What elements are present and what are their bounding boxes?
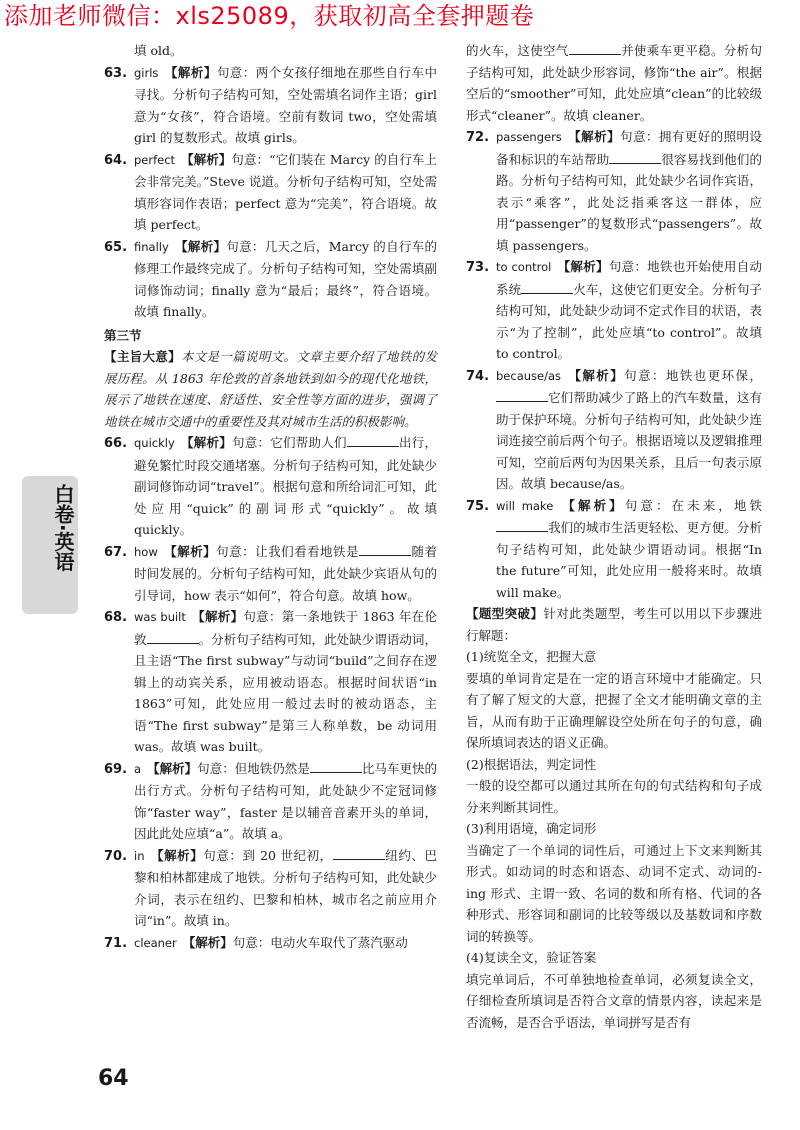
answer-item <box>104 236 437 323</box>
analysis-tag: 【解析】 <box>567 129 621 144</box>
item-number: 67. <box>104 544 128 560</box>
promo-banner <box>0 0 800 36</box>
answer-item <box>104 845 437 932</box>
item-number: 64. <box>104 152 128 168</box>
step-body: 填完单词后，不可单独地检查单词，必须复读全文，仔细检查所填词是否符合文章的情景内容，读起来是否流畅，是否合乎语法，单词拼写是否有 <box>466 971 762 1030</box>
answer-item <box>104 606 437 758</box>
section-title: 第三节 <box>104 327 142 343</box>
step-body: 当确定了一个单词的词性后，可通过上下文来判断其形式。如动词的时态和语态、动词不定式、动词的-ing 形式、主谓一致、名词的数和所有格、代词的各种形式、形容词和副词的比较等级以及基数词和序数词的转换等。 <box>466 842 762 944</box>
answer-item <box>466 365 762 495</box>
step-title: (1)统览全文，把握大意 <box>466 649 597 664</box>
analysis-text-cont: 纽约、巴黎和柏林都建成了地铁。分析句子结构可知，此处缺少介词，表示在纽约、巴黎和柏林，城市名之前应用介词“in”。故填 in。 <box>134 847 437 928</box>
step-body: 要填的单词肯定是在一定的语言环境中才能确定。只有了解了短文的大意，把握了全文才能明确文章的主旨，从而有助于正确理解设空处所在句子的句意，确保所填词表达的语义正确。 <box>466 670 762 750</box>
analysis-tag: 【解析】 <box>557 259 609 274</box>
left-column <box>104 40 437 954</box>
item-number: 75. <box>466 498 490 514</box>
analysis-text-cont: 它们帮助减少了路上的汽车数量，这有助于保护环境。分析句子结构可知，此处缺少连词连接空前后两个句子。根据语境以及逻辑推理可知，空前后两句为因果关系，且后一句表示原因。故填 because/as。 <box>496 390 762 491</box>
item-answer: was built <box>134 610 186 624</box>
analysis-text: 句意：在未来，地铁 <box>624 497 762 513</box>
analysis-text: 句意：几天之后，Marcy 的自行车的修理工作最终完成了。分析句子结构可知，空处需填副词修饰动词；finally 意为“最后；最终”，符合语境。故填 finally。 <box>134 238 437 319</box>
continued-text: 填 old。 <box>134 43 183 58</box>
analysis-text-cont: 很容易找到他们的路。分析句子结构可知，此处缺少名词作宾语，表示“乘客”，此处泛指乘客这一群体，应用“passenger”的复数形式“passengers”。故填 passengers。 <box>496 151 762 253</box>
tip-tag: 【题型突破】 <box>466 606 544 621</box>
answer-list-a <box>104 62 437 323</box>
step-title: (4)复读全文，验证答案 <box>466 950 597 965</box>
answer-list-right <box>466 126 762 603</box>
tip-intro: 针对此类题型，考生可以用以下步骤进行解题： <box>466 606 762 643</box>
analysis-tag: 【解析】 <box>559 497 625 513</box>
tip-paragraph <box>466 603 762 646</box>
item-answer: a <box>134 761 142 776</box>
continued-item-71 <box>466 40 762 126</box>
analysis-tag: 【解析】 <box>180 435 233 450</box>
analysis-text-cont: 我们的城市生活更轻松、更方便。分析句子结构可知，此处缺少谓语动词。根据“In the future”可知，此处应用一般将来时。故填 will make。 <box>496 520 762 600</box>
analysis-text: 句意：它们帮助人们 <box>232 435 347 450</box>
analysis-tag: 【解析】 <box>150 847 204 863</box>
item-number: 63. <box>104 65 128 81</box>
analysis-text: 句意：电动火车取代了蒸汽驱动 <box>232 934 408 950</box>
answer-blank <box>347 434 399 447</box>
answer-item <box>104 149 437 236</box>
answer-blank <box>359 543 411 556</box>
summary-tag: 【主旨大意】 <box>104 349 181 364</box>
item-number: 71. <box>104 935 128 951</box>
analysis-tag: 【解析】 <box>147 760 198 776</box>
analysis-text: 句意：拥有更好的照明设备和标识的车站帮助 <box>496 129 762 167</box>
answer-blank <box>496 519 548 532</box>
answer-blank <box>569 42 621 55</box>
item-answer: cleaner <box>134 935 177 950</box>
step-title: (3)利用语境，确定词形 <box>466 821 597 836</box>
answer-blank <box>147 631 199 644</box>
summary-text: 本文是一篇说明文。文章主要介绍了地铁的发展历程。从 1863 年伦敦的首条地铁到如今的现代化地铁，展示了地铁在速度、舒适性、安全性等方面的进步，强调了地铁在城市交通中的重要性及其对城市生活的积极影响。 <box>104 349 437 429</box>
continued-post: 并使乘车更平稳。分析句子结构可知，此处缺少形容词，修饰“the air”。根据空后的“smoother”可知，此处应填“clean”的比较级形式“cleaner”。故填 cleaner。 <box>466 43 762 123</box>
tip-steps <box>466 646 762 1033</box>
answer-item <box>466 495 762 604</box>
page-number: 64 <box>98 1066 129 1091</box>
analysis-text: 句意：但地铁仍然是 <box>197 760 310 776</box>
item-number: 68. <box>104 610 128 625</box>
promo-banner-text: 添加老师微信：xls25089，获取初高全套押题卷 <box>4 2 535 30</box>
item-answer: perfect <box>134 152 176 167</box>
item-number: 65. <box>104 239 128 255</box>
item-answer: will make <box>496 498 554 513</box>
item-answer: to control <box>496 260 552 274</box>
analysis-tag: 【解析】 <box>182 934 233 950</box>
item-number: 70. <box>104 848 128 864</box>
analysis-text-cont: 。分析句子结构可知，此处缺少谓语动词，且主语“The first subway”与动词“build”之间存在逻辑上的动宾关系，应用被动语态。根据时间状语“in 1863”可知，此处应用一般过去时的被动语态，主语“The first subway”是第三人称单数，be 动词用 was。故填 was built。 <box>134 631 437 754</box>
analysis-text-cont: 比马车更快的出行方式。分析句子结构可知，此处缺少不定冠词修饰“faster way”，faster 是以辅音音素开头的单词，因此此处应填“a”。故填 a。 <box>134 760 437 841</box>
item-number: 73. <box>466 260 490 275</box>
item-answer: girls <box>134 65 159 80</box>
answer-item <box>104 758 437 845</box>
answer-blank <box>333 847 385 860</box>
analysis-text: 句意：地铁也开始使用自动系统 <box>496 259 762 297</box>
analysis-tag: 【解析】 <box>164 64 217 80</box>
subject-side-tab <box>22 476 78 614</box>
item-number: 69. <box>104 761 128 777</box>
continued-pre: 的火车，这使空气 <box>466 43 569 58</box>
right-column <box>466 40 762 1033</box>
answer-item <box>466 126 762 256</box>
analysis-tag: 【解析】 <box>174 238 227 254</box>
item-answer: because/as <box>496 368 562 383</box>
answer-blank <box>310 760 362 773</box>
summary-paragraph <box>104 346 437 432</box>
analysis-text: 句意：两个女孩仔细地在那些自行车中寻找。分析句子结构可知，空处需填名词作主语；girl 意为“女孩”，符合语境。空前有数词 two，空处需填 girl 的复数形式。故填 girls。 <box>134 64 437 145</box>
analysis-tag: 【解析】 <box>181 151 232 167</box>
answer-item <box>104 541 437 607</box>
item-number: 72. <box>466 130 490 145</box>
answer-blank <box>521 281 573 294</box>
step-title: (2)根据语法，判定词性 <box>466 756 597 772</box>
item-number: 74. <box>466 368 490 384</box>
analysis-text: 句意：地铁也更环保， <box>624 367 762 383</box>
analysis-tag: 【解析】 <box>191 609 244 624</box>
answer-blank <box>496 389 548 402</box>
analysis-text: 句意：到 20 世纪初， <box>203 847 333 863</box>
analysis-text: 句意：让我们看看地铁是 <box>216 543 360 559</box>
analysis-text: 句意：“它们装在 Marcy 的自行车上会非常完美。”Steve 说道。分析句子结构可知，空处需填形容词作表语；perfect 意为“完美”，符合语境。故填 perfect。 <box>134 151 437 232</box>
analysis-text-cont: 火车，这使它们更安全。分析句子结构可知，此处缺少动词不定式作目的状语，表示“为了控制”，此处应填“to control”。故填 to control。 <box>496 281 762 361</box>
analysis-text: 句意：第一条地铁于 1863 年在伦敦 <box>134 609 437 647</box>
analysis-tag: 【解析】 <box>567 367 625 383</box>
answer-blank <box>609 151 661 164</box>
analysis-tag: 【解析】 <box>163 543 217 559</box>
answer-item <box>104 62 437 149</box>
answer-list-b <box>104 432 437 954</box>
item-answer: passengers <box>496 130 562 144</box>
item-answer: quickly <box>134 436 175 450</box>
answer-item <box>466 256 762 365</box>
item-number: 66. <box>104 436 128 451</box>
subject-side-tab-label: 白卷·英语 <box>51 484 75 572</box>
answer-item <box>104 432 437 541</box>
item-answer: finally <box>134 239 169 254</box>
analysis-text-cont: 出行，避免繁忙时段交通堵塞。分析句子结构可知，此处缺少副词修饰动词“travel”。根据句意和所给词汇可知，此处应用“quick”的副词形式“quickly”。故填 quickly。 <box>134 435 437 537</box>
step-body: 一般的设空都可以通过其所在句的句式结构和句子成分来判断其词性。 <box>466 778 762 815</box>
item-answer: how <box>134 544 158 559</box>
answer-item <box>104 932 437 955</box>
analysis-text-cont: 随着时间发展的。分析句子结构可知，此处缺少宾语从句的引导词，how 表示“如何”，符合句意。故填 how。 <box>134 543 437 603</box>
item-answer: in <box>134 848 145 863</box>
